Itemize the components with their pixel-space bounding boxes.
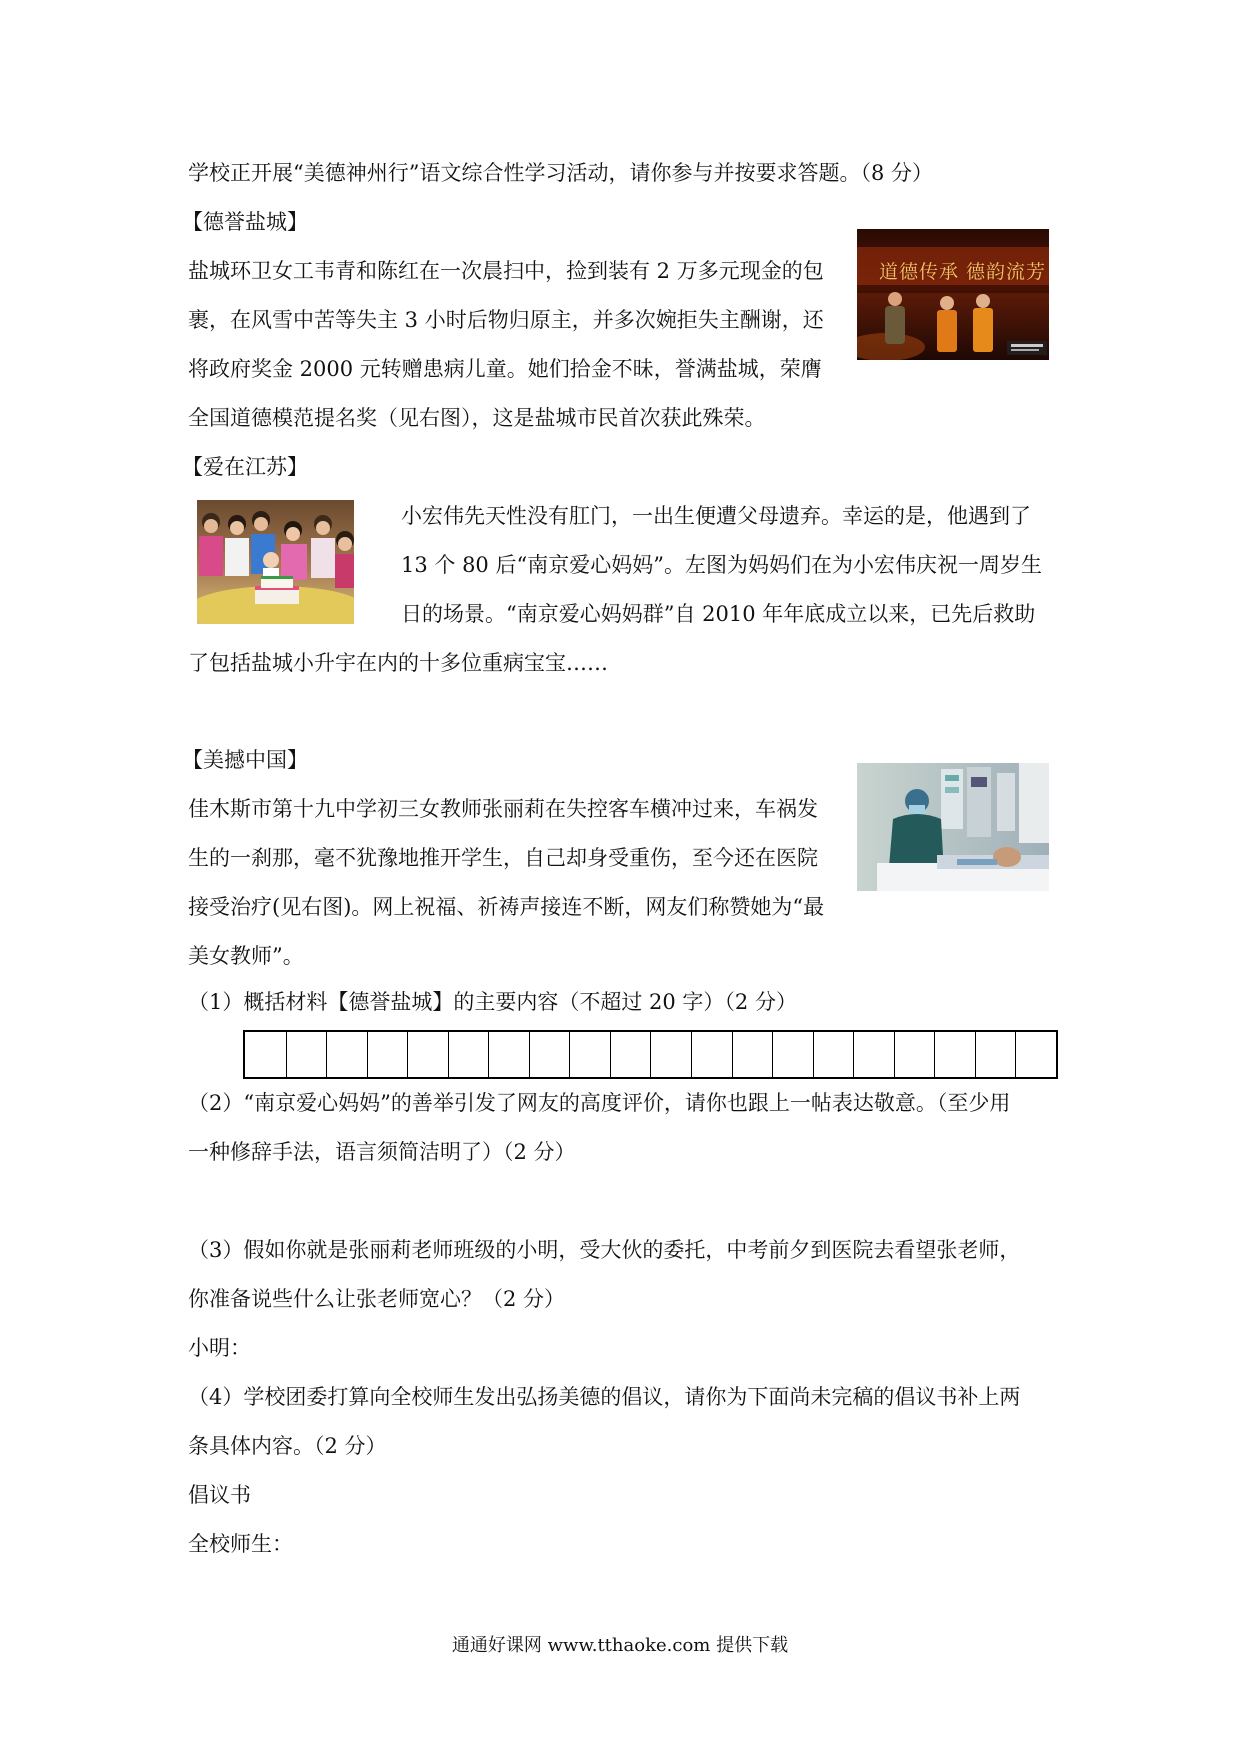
proposal-greeting: 全校师生： bbox=[188, 1532, 293, 1556]
answer-box[interactable] bbox=[367, 1032, 408, 1077]
question-4-line-1: （4）学校团委打算向全校师生发出弘扬美德的倡议，请你为下面尚未完稿的倡议书补上两 bbox=[188, 1385, 1021, 1409]
question-2-line-2: 一种修辞手法，语言须简洁明了）（2 分） bbox=[188, 1140, 576, 1164]
question-2-line-1: （2）“南京爱心妈妈”的善举引发了网友的高度评价，请你也跟上一帖表达敬意。（至少用 bbox=[188, 1091, 1011, 1115]
hospital-photo bbox=[857, 763, 1049, 891]
birthday-celebration-photo bbox=[197, 500, 354, 624]
photo-caption-text: 道德传承 德韵流芳 bbox=[879, 261, 1047, 283]
answer-box[interactable] bbox=[407, 1032, 448, 1077]
jiangsu-line-1: 小宏伟先天性没有肛门，一出生便遭父母遗弃。幸运的是，他遇到了 bbox=[401, 504, 1031, 528]
jiangsu-line-2: 13 个 80 后“南京爱心妈妈”。左图为妈妈们在为小宏伟庆祝一周岁生 bbox=[401, 553, 1042, 577]
page-footer: 通通好课网 www.tthaoke.com 提供下载 bbox=[451, 1635, 789, 1656]
jiangsu-line-4: 了包括盐城小升宇在内的十多位重病宝宝…… bbox=[188, 651, 608, 675]
question-3-line-1: （3）假如你就是张丽莉老师班级的小明，受大伙的委托，中考前夕到医院去看望张老师， bbox=[188, 1238, 1021, 1262]
question-1: （1）概括材料【德誉盐城】的主要内容（不超过 20 字）（2 分） bbox=[188, 990, 797, 1014]
question-4-line-2: 条具体内容。（2 分） bbox=[188, 1434, 387, 1458]
answer-box[interactable] bbox=[934, 1032, 975, 1077]
answer-box[interactable] bbox=[569, 1032, 610, 1077]
answer-box[interactable] bbox=[853, 1032, 894, 1077]
answer-box[interactable] bbox=[610, 1032, 651, 1077]
answer-box[interactable] bbox=[975, 1032, 1016, 1077]
china-line-3: 接受治疗(见右图)。网上祝福、祈祷声接连不断，网友们称赞她为“最 bbox=[188, 895, 825, 919]
yancheng-line-2: 裹，在风雪中苦等失主 3 小时后物归原主，并多次婉拒失主酬谢，还 bbox=[188, 308, 824, 332]
intro-text: 学校正开展“美德神州行”语文综合性学习活动，请你参与并按要求答题。（8 分） bbox=[188, 161, 934, 185]
answer-box[interactable] bbox=[691, 1032, 732, 1077]
yancheng-line-3: 将政府奖金 2000 元转赠患病儿童。她们拾金不昧，誉满盐城，荣膺 bbox=[188, 357, 822, 381]
answer-box[interactable] bbox=[286, 1032, 327, 1077]
answer-box[interactable] bbox=[772, 1032, 813, 1077]
proposal-title: 倡议书 bbox=[188, 1483, 251, 1507]
award-ceremony-photo bbox=[857, 229, 1049, 360]
answer-box[interactable] bbox=[813, 1032, 854, 1077]
question-3-line-2: 你准备说些什么让张老师宽心？（2 分） bbox=[188, 1287, 566, 1311]
section-heading-jiangsu: 【爱在江苏】 bbox=[182, 455, 308, 479]
answer-box[interactable] bbox=[448, 1032, 489, 1077]
china-line-1: 佳木斯市第十九中学初三女教师张丽莉在失控客车横冲过来，车祸发 bbox=[188, 797, 818, 821]
china-line-2: 生的一刹那，毫不犹豫地推开学生，自己却身受重伤，至今还在医院 bbox=[188, 846, 818, 870]
answer-prefix-xiaoming: 小明： bbox=[188, 1336, 251, 1360]
answer-box[interactable] bbox=[488, 1032, 529, 1077]
jiangsu-line-3: 日的场景。“南京爱心妈妈群”自 2010 年年底成立以来，已先后救助 bbox=[401, 602, 1036, 626]
answer-box[interactable] bbox=[732, 1032, 773, 1077]
china-line-4: 美女教师”。 bbox=[188, 944, 304, 968]
yancheng-line-4: 全国道德模范提名奖（见右图），这是盐城市民首次获此殊荣。 bbox=[188, 406, 766, 430]
section-heading-china: 【美撼中国】 bbox=[182, 748, 308, 772]
yancheng-line-1: 盐城环卫女工韦青和陈红在一次晨扫中，捡到装有 2 万多元现金的包 bbox=[188, 259, 824, 283]
answer-box[interactable] bbox=[245, 1032, 286, 1077]
answer-grid-q1[interactable] bbox=[243, 1030, 1058, 1079]
answer-box[interactable] bbox=[650, 1032, 691, 1077]
answer-box[interactable] bbox=[894, 1032, 935, 1077]
section-heading-yancheng: 【德誉盐城】 bbox=[182, 210, 308, 234]
answer-box[interactable] bbox=[1015, 1032, 1056, 1077]
answer-box[interactable] bbox=[326, 1032, 367, 1077]
answer-box[interactable] bbox=[529, 1032, 570, 1077]
